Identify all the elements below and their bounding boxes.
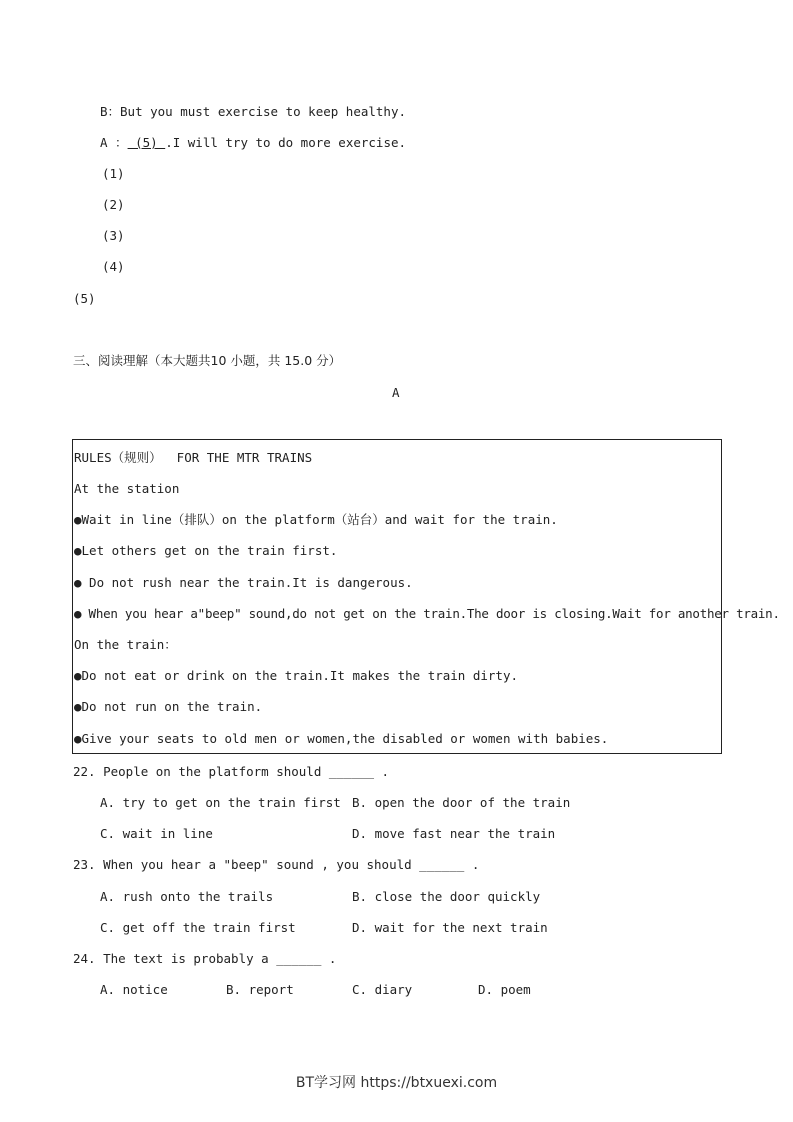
station-rule: ●Wait in line（排队）on the platform（站台）and wait for the train. (74, 512, 558, 527)
option-24-b: B. report (226, 982, 294, 997)
rules-title: RULES（规则） FOR THE MTR TRAINS (74, 450, 313, 465)
train-heading: On the train： (74, 637, 177, 652)
station-rule: ● Do not rush near the train.It is dangerous. (74, 575, 413, 590)
answer-label-1: (1) (102, 166, 125, 181)
option-24-c: C. diary (352, 982, 413, 997)
question-stem-23: 23. When you hear a "beep" sound , you should ______ . (73, 857, 480, 872)
answer-label-2: (2) (102, 197, 125, 212)
section-heading: 三、阅读理解（本大题共10 小题，共 15.0 分） (73, 353, 342, 368)
footer-watermark: BT学习网 https://btxuexi.com (295, 1075, 498, 1091)
station-heading: At the station (74, 481, 180, 496)
passage-label: A (392, 385, 400, 400)
train-rule: ●Do not eat or drink on the train.It makes the train dirty. (74, 668, 519, 683)
dialogue-line-a-suffix: .I will try to do more exercise. (165, 135, 407, 150)
train-rule: ●Give your seats to old men or women,the disabled or women with babies. (74, 731, 609, 746)
dialogue-line-b: B：But you must exercise to keep healthy. (100, 104, 406, 119)
answer-blank-5: (5) (127, 135, 166, 150)
dialogue-line-a (100, 135, 406, 151)
station-rule: ●Let others get on the train first. (74, 543, 338, 558)
train-rule: ●Do not run on the train. (74, 699, 263, 714)
question-stem-24: 24. The text is probably a ______ . (73, 951, 337, 966)
option-22-a: A. try to get on the train first (100, 795, 341, 810)
dialogue-line-a-prefix: A ： (100, 135, 128, 150)
answer-label-5: (5) (73, 291, 96, 306)
option-22-d: D. move fast near the train (352, 826, 556, 841)
option-23-b: B. close the door quickly (352, 889, 541, 904)
option-23-c: C. get off the train first (100, 920, 296, 935)
option-24-a: A. notice (100, 982, 168, 997)
option-24-d: D. poem (478, 982, 531, 997)
answer-label-3: (3) (102, 228, 125, 243)
question-stem-22: 22. People on the platform should ______ . (73, 764, 390, 779)
option-23-a: A. rush onto the trails (100, 889, 274, 904)
station-rule: ● When you hear a"beep" sound,do not get on the train.The door is closing.Wait for another train. (74, 606, 780, 621)
answer-label-4: (4) (102, 259, 125, 274)
option-23-d: D. wait for the next train (352, 920, 548, 935)
option-22-c: C. wait in line (100, 826, 213, 841)
option-22-b: B. open the door of the train (352, 795, 571, 810)
